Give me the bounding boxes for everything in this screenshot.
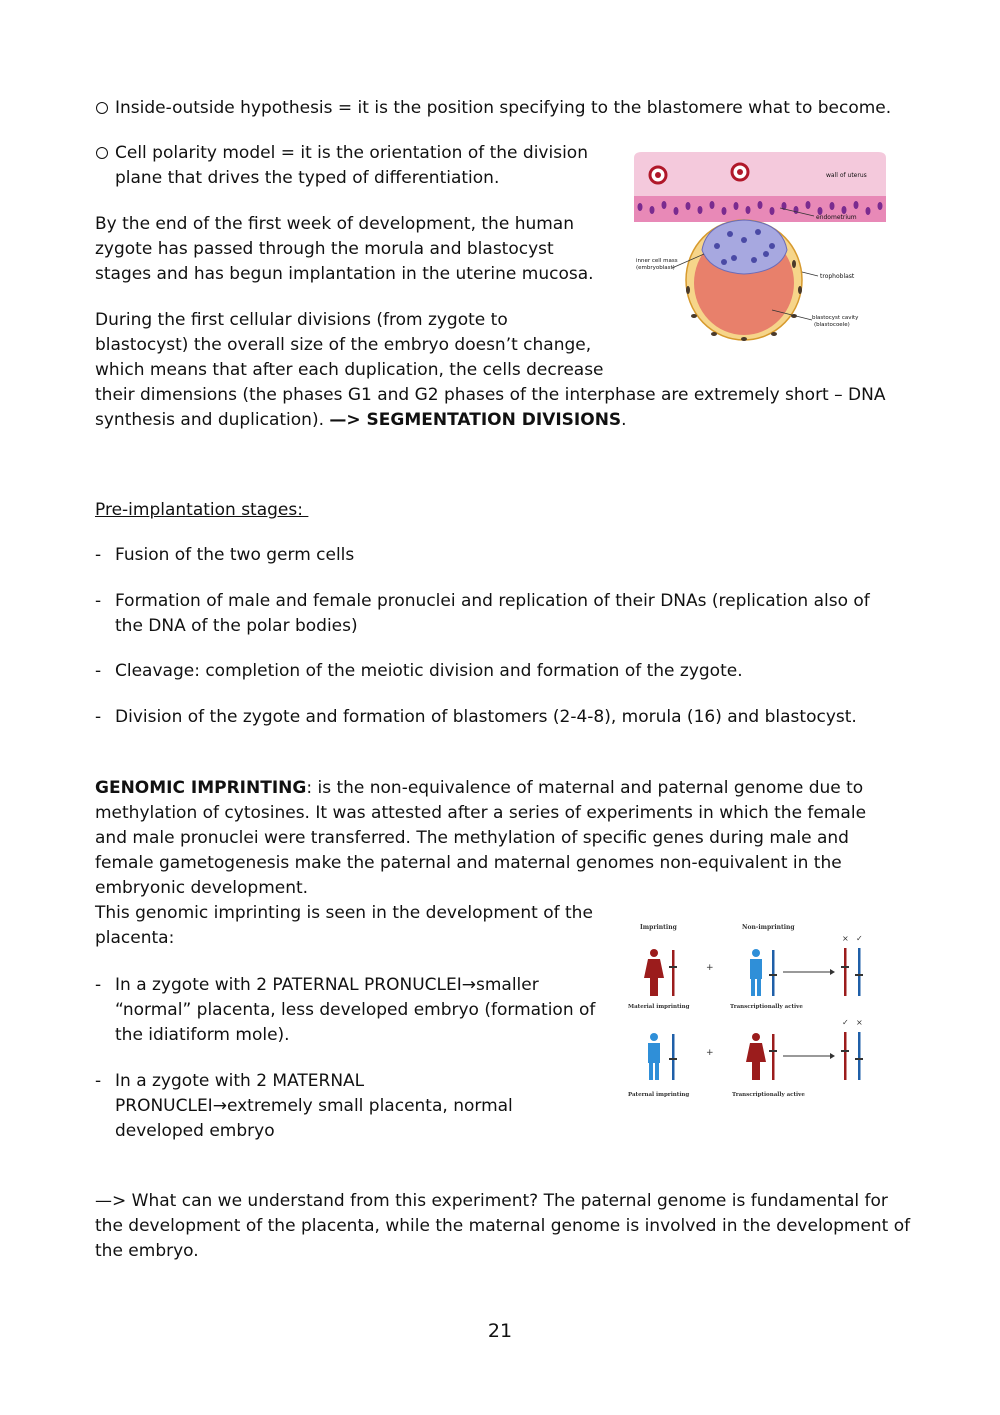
dash-bullet: - <box>95 545 102 565</box>
gi-line-4: female gametogenesis make the paternal and maternal genomes non-equivalent in the <box>95 853 842 873</box>
gi-line-7: placenta: <box>95 928 175 948</box>
trophoblast-label: trophoblast <box>820 273 855 280</box>
conclusion-paragraph <box>95 1189 910 1264</box>
gi-line-3: and male pronuclei were transferred. The methylation of specific genes during male and <box>95 828 849 848</box>
non-imprinting-label: Non-imprinting <box>742 924 795 931</box>
gi-line-5: embryonic development. <box>95 878 309 898</box>
cross-icon: × <box>856 1018 863 1027</box>
dash-bullet: - <box>95 661 102 681</box>
page-number: 21 <box>487 1320 513 1342</box>
inner-cell-mass-label: inner cell mass <box>636 258 678 264</box>
first-week-line-3: stages and has begun implantation in the uterine mucosa. <box>95 264 594 284</box>
wall-of-uterus-label: wall of uterus <box>826 172 867 179</box>
circle-bullet-icon <box>96 102 108 114</box>
check-icon: ✓ <box>856 934 863 943</box>
gi-definition: : is the non-equivalence of maternal and paternal genome due to <box>306 778 864 798</box>
embryoblast-label: (embryoblast) <box>636 265 675 271</box>
plus-sign: + <box>706 963 714 973</box>
pre-implantation-heading: Pre-implantation stages: <box>95 500 309 520</box>
circle-bullet-icon <box>96 147 108 159</box>
endometrium-label: endometrium <box>816 214 857 221</box>
blastocyst-cavity-label: blastocyst cavity <box>812 315 859 321</box>
maternal-zygote-line-1: In a zygote with 2 MATERNAL <box>115 1071 365 1091</box>
plus-sign: + <box>706 1048 714 1058</box>
first-week-line-1: By the end of the first week of development, the human <box>95 214 574 234</box>
inside-outside-text: Inside-outside hypothesis = it is the position specifying to the blastomere what to become. <box>115 98 892 118</box>
imprinting-figure <box>618 918 880 1110</box>
maternal-zygote-line-2: PRONUCLEI→extremely small placenta, normal <box>115 1096 513 1116</box>
conclusion-line-2: the development of the placenta, while the maternal genome is involved in the development of <box>95 1216 911 1236</box>
period: . <box>621 410 627 430</box>
cell-division-line-1: During the first cellular divisions (from zygote to <box>95 310 508 330</box>
segmentation-divisions-term: —> SEGMENTATION DIVISIONS <box>329 410 622 430</box>
gi-line-2: methylation of cytosines. It was attested after a series of experiments in which the female <box>95 803 867 823</box>
dash-bullet: - <box>95 1071 102 1091</box>
blastocyst-figure <box>632 150 888 345</box>
transcriptionally-active-label: Transcriptionally active <box>730 1004 803 1010</box>
division-text: Division of the zygote and formation of blastomers (2-4-8), morula (16) and blastocyst. <box>115 707 857 727</box>
cell-division-line-5 <box>95 408 885 433</box>
material-imprinting-label: Material imprinting <box>628 1004 690 1010</box>
dash-bullet: - <box>95 591 102 611</box>
maternal-zygote-line-3: developed embryo <box>115 1121 275 1141</box>
paternal-zygote-line-1: In a zygote with 2 PATERNAL PRONUCLEI→smaller <box>115 975 539 995</box>
fusion-text: Fusion of the two germ cells <box>115 545 355 565</box>
genomic-imprinting-term: GENOMIC IMPRINTING <box>95 778 307 798</box>
cell-polarity-line-1: Cell polarity model = it is the orientation of the division <box>115 143 588 163</box>
imprinting-label: Imprinting <box>640 924 677 931</box>
conclusion-line-1: —> What can we understand from this experiment? The paternal genome is fundamental for <box>95 1191 888 1211</box>
check-icon: ✓ <box>842 1018 849 1027</box>
gi-line-1 <box>95 776 866 801</box>
dash-bullet: - <box>95 975 102 995</box>
cleavage-text: Cleavage: completion of the meiotic division and formation of the zygote. <box>115 661 743 681</box>
pronuclei-line-2: the DNA of the polar bodies) <box>115 616 358 636</box>
first-week-line-2: zygote has passed through the morula and blastocyst <box>95 239 554 259</box>
cell-division-text-end: synthesis and duplication). <box>95 410 330 430</box>
cell-division-line-3: which means that after each duplication, the cells decrease <box>95 360 604 380</box>
cross-icon: × <box>842 934 849 943</box>
cell-division-line-2: blastocyst) the overall size of the embryo doesn’t change, <box>95 335 592 355</box>
paternal-zygote-line-3: the idiatiform mole). <box>115 1025 290 1045</box>
gi-line-6: This genomic imprinting is seen in the development of the <box>95 903 593 923</box>
conclusion-line-3: the embryo. <box>95 1241 199 1261</box>
transcriptionally-active-label: Transcriptionally active <box>732 1092 805 1098</box>
paternal-imprinting-label: Paternal imprinting <box>628 1092 690 1098</box>
first-week-paragraph <box>95 212 594 287</box>
dash-bullet: - <box>95 707 102 727</box>
cell-division-line-4: their dimensions (the phases G1 and G2 phases of the interphase are extremely short – DNA <box>95 385 886 405</box>
blastocoele-label: (blastocoele) <box>814 322 850 328</box>
cell-polarity-line-2: plane that drives the typed of differentiation. <box>115 168 500 188</box>
pronuclei-line-1: Formation of male and female pronuclei and replication of their DNAs (replication also of <box>115 591 870 611</box>
paternal-zygote-line-2: “normal” placenta, less developed embryo (formation of <box>115 1000 596 1020</box>
